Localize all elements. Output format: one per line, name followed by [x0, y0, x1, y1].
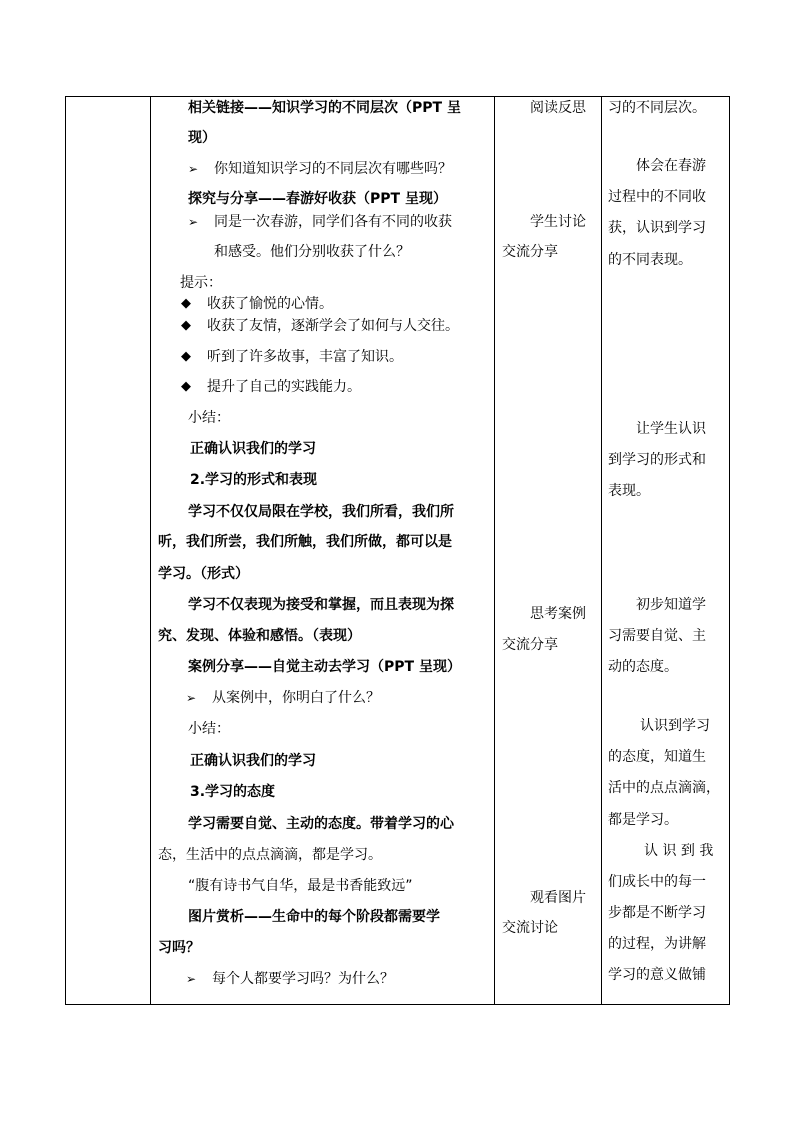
content-line	[188, 814, 454, 834]
content-bold: 学习需要自觉、主动的态度。带着学习的心	[188, 816, 454, 832]
content-line: 习吗？	[158, 940, 200, 956]
content-line: 学习不仅表现为接受和掌握，而且表现为探	[188, 597, 454, 613]
intent-line: 初步知道学	[636, 597, 706, 613]
content-line: 相关链接——知识学习的不同层次（PPT 呈	[188, 100, 461, 116]
content-line: 正确认识我们的学习	[190, 753, 316, 769]
intent-line: 过程中的不同收	[608, 189, 706, 205]
intent-line: 动的态度。	[608, 659, 678, 675]
intent-line: 步都是不断学习	[608, 905, 706, 921]
activity-line: 交流分享	[502, 244, 558, 260]
content-line: 2.学习的形式和表现	[190, 472, 318, 488]
activity-line: 阅读反思	[530, 100, 586, 116]
content-line: 小结：	[188, 721, 230, 737]
content-line: ➢ 你知道知识学习的不同层次有哪些吗？	[214, 159, 452, 179]
intent-line: 到学习的形式和	[608, 452, 706, 468]
activity-line: 观看图片	[530, 890, 586, 906]
content-line: ➢ 每个人都要学习吗？为什么？	[212, 969, 394, 989]
intent-line: 认 识 到 我	[644, 843, 714, 859]
intent-line: 都是学习。	[608, 812, 678, 828]
table-divider	[601, 96, 602, 1005]
table-divider	[494, 96, 495, 1005]
intent-line: 认识到学习	[640, 718, 710, 734]
content-line: 图片赏析——生命中的每个阶段都需要学	[188, 909, 440, 925]
content-line: 案例分享——自觉主动去学习（PPT 呈现）	[188, 659, 461, 675]
intent-line: 表现。	[608, 483, 650, 499]
activity-line: 交流分享	[502, 637, 558, 653]
intent-line: 体会在春游	[636, 158, 706, 174]
intent-line: 们成长中的每一	[608, 874, 706, 890]
content-line: 现）	[188, 130, 216, 146]
intent-line: 的不同表现。	[608, 252, 692, 268]
content-line: ◆ 收获了友情，逐渐学会了如何与人交往。	[207, 316, 459, 336]
content-line: 听，我们所尝，我们所触，我们所做，都可以是	[158, 534, 452, 550]
content-line: ➢ 同是一次春游，同学们各有不同的收获	[214, 212, 452, 232]
table-divider	[150, 96, 151, 1005]
intent-line: 获，认识到学习	[608, 220, 706, 236]
intent-line: 让学生认识	[636, 421, 706, 437]
intent-line: 的过程，为讲解	[608, 936, 706, 952]
content-line: 究、发现、体验和感悟。（表现）	[158, 628, 361, 644]
content-line: ◆ 听到了许多故事，丰富了知识。	[207, 347, 403, 367]
intent-line: 习需要自觉、主	[608, 628, 706, 644]
content-line: 提示：	[180, 275, 222, 291]
content-line: “腹有诗书气自华，最是书香能致远”	[188, 878, 413, 894]
activity-line: 学生讨论	[530, 214, 586, 230]
intent-line: 习的不同层次。	[608, 100, 706, 116]
intent-line: 活中的点点滴滴，	[608, 780, 720, 796]
content-line: 正确认识我们的学习	[190, 441, 316, 457]
content-line: 3.学习的态度	[190, 784, 276, 800]
content-line: 学习不仅仅局限在学校，我们所看，我们所	[188, 504, 454, 520]
content-line: 探究与分享——春游好收获（PPT 呈现）	[188, 191, 447, 207]
activity-line: 思考案例	[530, 606, 586, 622]
content-line: ➢ 从案例中，你明白了什么？	[212, 688, 380, 708]
activity-line: 交流讨论	[502, 920, 558, 936]
content-line: ◆ 提升了自己的实践能力。	[207, 377, 361, 397]
content-line: ◆ 收获了愉悦的心情。	[207, 294, 333, 314]
content-line: 和感受。他们分别收获了什么？	[214, 244, 410, 260]
content-line: 态，生活中的点点滴滴，都是学习。	[158, 847, 382, 863]
content-line: 学习。（形式）	[158, 566, 249, 582]
content-line: 小结：	[188, 410, 230, 426]
intent-line: 学习的意义做铺	[608, 967, 706, 983]
intent-line: 的态度，知道生	[608, 749, 706, 765]
